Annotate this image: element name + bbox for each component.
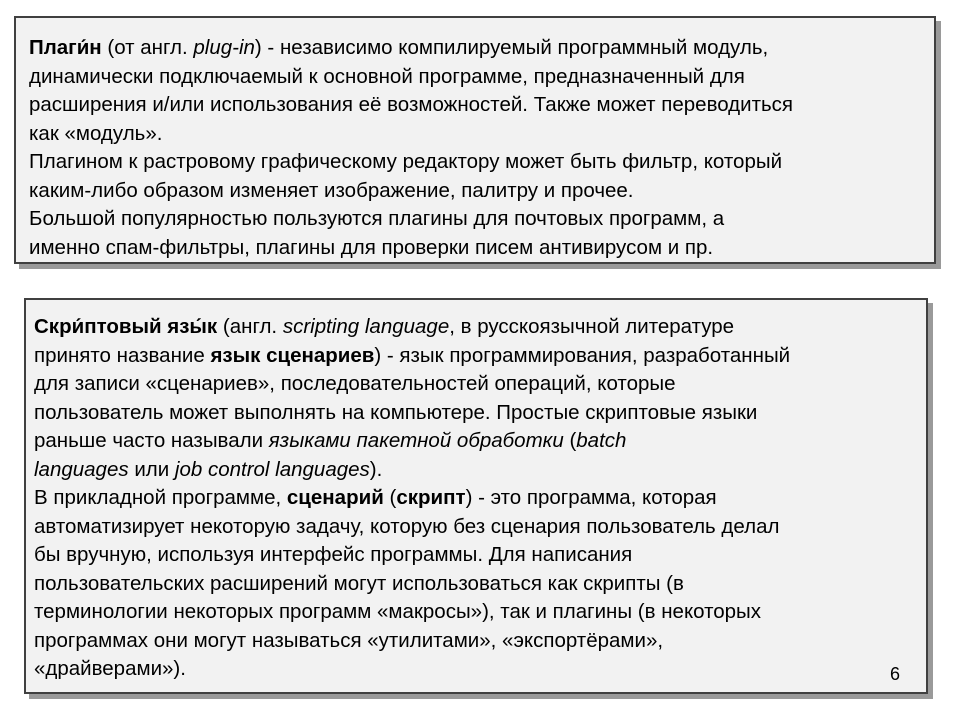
bold-term: Скри́птовый язы́к bbox=[34, 315, 218, 338]
text-line bbox=[34, 655, 926, 684]
text-line bbox=[34, 399, 926, 428]
text-line bbox=[29, 120, 934, 149]
text-run: , в русскоязычной литературе bbox=[449, 315, 735, 338]
scripting-language-definition-box bbox=[24, 298, 928, 694]
bold-term: скрипт bbox=[396, 486, 466, 509]
text-line bbox=[34, 456, 926, 485]
text-run: (от англ. bbox=[101, 36, 194, 59]
text-run: динамически подключаемый к основной программе, предназначенный для bbox=[29, 64, 745, 88]
text-line bbox=[34, 427, 926, 456]
text-run: ) - язык программирования, разработанный bbox=[374, 343, 791, 367]
text-run: как «модуль». bbox=[29, 121, 163, 145]
text-line bbox=[29, 205, 934, 234]
text-run: пользовательских расширений могут использоваться как скрипты (в bbox=[34, 571, 684, 595]
text-line bbox=[34, 484, 926, 513]
text-run: «драйверами»). bbox=[34, 657, 186, 680]
italic-term: plug-in bbox=[193, 36, 255, 59]
text-run: расширения и/или использования её возможностей. Также может переводиться bbox=[29, 93, 794, 116]
scripting-language-definition-text bbox=[34, 313, 926, 684]
text-run: принято название bbox=[34, 343, 211, 367]
text-run: (англ. bbox=[217, 315, 283, 338]
text-line bbox=[29, 91, 934, 120]
bold-term: Плаги́н bbox=[29, 36, 102, 59]
plugin-definition-text bbox=[29, 34, 934, 262]
italic-term: scripting language bbox=[282, 315, 450, 338]
text-run: ) - это программа, которая bbox=[465, 486, 717, 509]
text-line bbox=[29, 63, 934, 92]
text-run: именно спам-фильтры, плагины для проверки писем антивирусом и пр. bbox=[29, 235, 714, 259]
text-run: каким-либо образом изменяет изображение, палитру и прочее. bbox=[29, 178, 634, 202]
text-run: ) - независимо компилируемый программный модуль, bbox=[254, 36, 769, 59]
text-line bbox=[29, 34, 934, 63]
text-line bbox=[29, 148, 934, 177]
text-run: ( bbox=[383, 486, 397, 509]
text-line bbox=[34, 370, 926, 399]
italic-term: языками пакетной обработки bbox=[268, 429, 564, 452]
text-run: В прикладной программе, bbox=[34, 486, 287, 509]
text-line bbox=[29, 234, 934, 263]
text-run: ( bbox=[563, 429, 577, 452]
text-run: терминологии некоторых программ «макросы»), так и плагины (в некоторых bbox=[34, 600, 762, 623]
text-line bbox=[34, 541, 926, 570]
text-line bbox=[29, 177, 934, 206]
text-line bbox=[34, 627, 926, 656]
bold-term: сценарий bbox=[286, 486, 384, 509]
italic-term: languages bbox=[34, 457, 129, 481]
text-run: раньше часто называли bbox=[34, 429, 269, 452]
text-run: Плагином к растровому графическому редактору может быть фильтр, который bbox=[29, 150, 783, 173]
text-line bbox=[34, 598, 926, 627]
text-run: программах они могут называться «утилитами», «экспортёрами», bbox=[34, 628, 664, 652]
text-run: ). bbox=[369, 457, 383, 481]
italic-term: job control languages bbox=[174, 457, 370, 481]
text-run: для записи «сценариев», последовательностей операций, которые bbox=[34, 372, 676, 395]
text-run: пользователь может выполнять на компьютере. Простые скриптовые языки bbox=[34, 400, 758, 424]
text-run: или bbox=[128, 457, 175, 481]
plugin-definition-box bbox=[14, 16, 936, 264]
bold-term: язык сценариев bbox=[210, 343, 375, 367]
text-line bbox=[34, 570, 926, 599]
italic-term: batch bbox=[576, 429, 627, 452]
text-run: автоматизирует некоторую задачу, которую без сценария пользователь делал bbox=[34, 514, 780, 538]
text-run: Большой популярностью пользуются плагины для почтовых программ, а bbox=[29, 207, 725, 230]
text-line bbox=[34, 513, 926, 542]
text-line bbox=[34, 342, 926, 371]
text-line bbox=[34, 313, 926, 342]
page-number: 6 bbox=[890, 664, 901, 684]
text-run: бы вручную, используя интерфейс программы. Для написания bbox=[34, 543, 633, 566]
